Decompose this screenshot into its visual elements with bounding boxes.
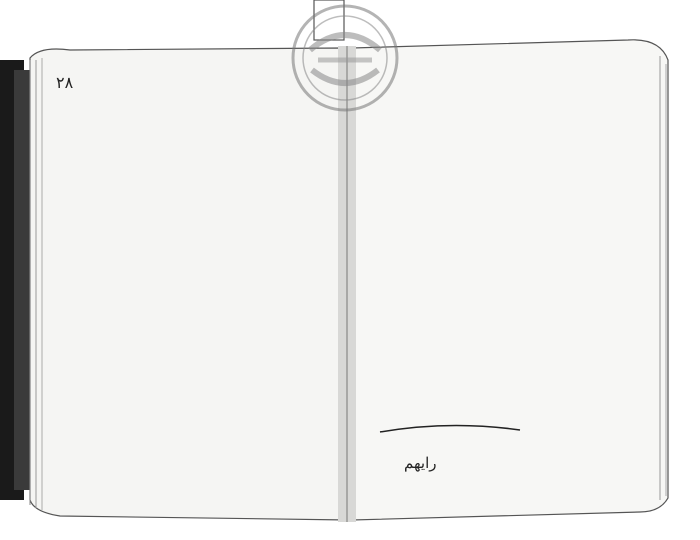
- left-page: [30, 48, 348, 520]
- page-number: ٢٨: [56, 73, 74, 92]
- right-page: [352, 40, 668, 520]
- catchword: رايهم: [404, 454, 437, 472]
